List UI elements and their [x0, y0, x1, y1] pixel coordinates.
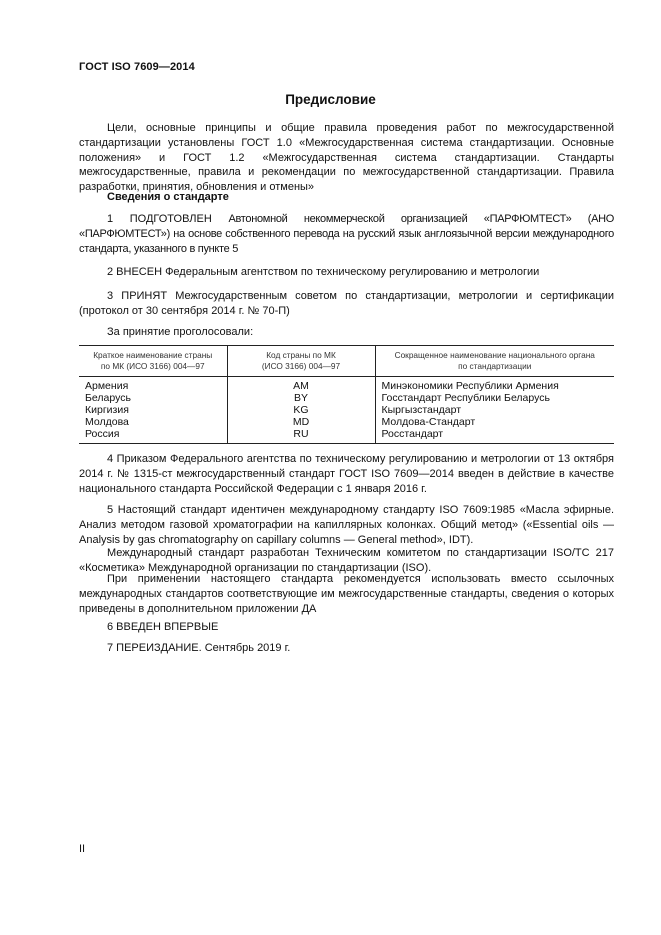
table-row	[79, 416, 614, 428]
item-2-text: 2 ВНЕСЕН Федеральным агентством по техническому регулированию и метрологии	[107, 266, 540, 278]
cell-country: Армения	[85, 380, 129, 392]
item-1-lead: 1 ПОДГОТОВЛЕН	[107, 213, 212, 225]
item-6-text: 6 ВВЕДЕН ВПЕРВЫЕ	[107, 621, 219, 633]
item-4-text: 4 Приказом Федерального агентства по техническому регулированию и метрологии от 13 октября 2014 г. № 1315-ст межгосударственный стандарт ГОСТ ISO 7609—2014 введен в действие в качестве национального стандарта Российской Федерации с 1 января 2016 г.	[79, 453, 614, 495]
table-row	[79, 428, 614, 444]
cell-country: Молдова	[85, 416, 129, 428]
intro-text: Цели, основные принципы и общие правила проведения работ по межгосударственной стандартизации установлены ГОСТ 1.0 «Межгосударственная система стандартизации. Основные положения» и ГОСТ 1.2 «Межгосударственная система стандартизации. Стандарты межгосударственные, правила и рекомендации по межгосударственной стандартизации. Правила разработки, принятия, обновления и отмены»	[79, 122, 614, 194]
header-code: Код страны по МК (ИСО 3166) 004—97	[227, 346, 375, 377]
table-header-row	[79, 346, 614, 377]
item-5b-text: Международный стандарт разработан Техническим комитетом по стандартизации ISO/TC 217 «Косметика» Международной организации по стандартизации (ISO).	[79, 547, 614, 574]
cell-body: Госстандарт Республики Беларусь	[375, 392, 614, 404]
item-5-text: 5 Настоящий стандарт идентичен международному стандарту ISO 7609:1985 «Масла эфирные. Анализ методом газовой хроматографии на капиллярных колонках. Общий метод» («Essential oils — Analysis by gas chromatography on capillary columns — General method», IDT).	[79, 504, 614, 546]
table-row	[79, 392, 614, 404]
section-title: Сведения о стандарте	[107, 191, 229, 203]
item-5-paragraph	[79, 503, 614, 547]
cell-body: Минэкономики Республики Армения	[375, 377, 614, 393]
cell-body: Молдова-Стандарт	[375, 416, 614, 428]
table-row	[79, 377, 614, 393]
voting-table	[79, 345, 614, 444]
cell-code: KG	[227, 404, 375, 416]
header-body: Сокращенное наименование национального органа по стандартизации	[375, 346, 614, 377]
item-4-paragraph	[79, 452, 614, 496]
cell-country: Россия	[79, 428, 227, 444]
item-7-text: 7 ПЕРЕИЗДАНИЕ. Сентябрь 2019 г.	[107, 642, 291, 654]
table-row	[79, 404, 614, 416]
header-country: Краткое наименование страны по МК (ИСО 3166) 004—97	[79, 346, 227, 377]
cell-code: BY	[227, 392, 375, 404]
cell-country: Киргизия	[85, 404, 129, 416]
page-title: Предисловие	[285, 92, 376, 107]
cell-code: AM	[227, 377, 375, 393]
intro-paragraph	[79, 121, 614, 195]
item-2-paragraph	[79, 265, 614, 280]
item-5c-text: При применении настоящего стандарта рекомендуется использовать вместо ссылочных международных стандартов соответствующие им межгосударственные стандарты, сведения о которых приведены в дополнительном приложении ДА	[79, 573, 614, 615]
cell-body: Кыргызстандарт	[375, 404, 614, 416]
voted-label: За принятие проголосовали:	[107, 326, 254, 338]
cell-code: RU	[227, 428, 375, 444]
item-3-text: 3 ПРИНЯТ Межгосударственным советом по стандартизации, метрологии и сертификации (протокол от 30 сентября 2014 г. № 70-П)	[79, 290, 614, 317]
document-id-header: ГОСТ ISO 7609—2014	[79, 61, 195, 73]
cell-code: MD	[227, 416, 375, 428]
item-1-paragraph	[79, 212, 614, 256]
page-number: II	[79, 843, 86, 855]
item-1-text: Автономной некоммерческой организацией «ПАРФЮМТЕСТ» (АНО «ПАРФЮМТЕСТ») на основе собственного перевода на русский язык англоязычной версии международного стандарта, указанного в пункте 5	[79, 213, 615, 255]
cell-body: Росстандарт	[375, 428, 614, 444]
item-3-paragraph	[79, 289, 614, 319]
cell-country: Беларусь	[85, 392, 131, 404]
item-5c-paragraph	[79, 572, 614, 616]
